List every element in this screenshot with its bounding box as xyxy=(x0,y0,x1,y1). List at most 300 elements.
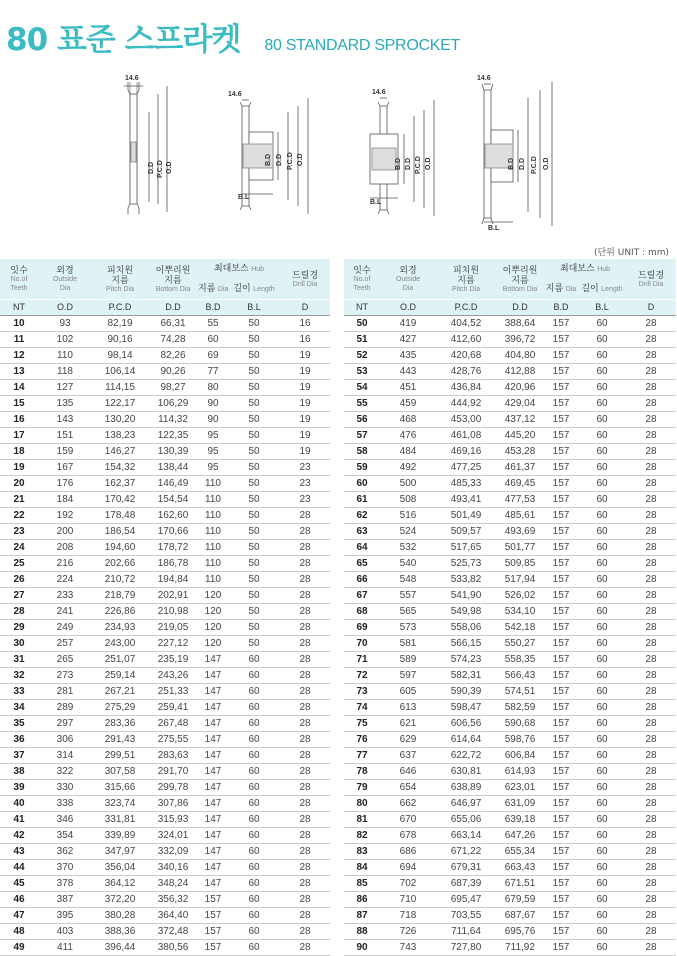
table-cell: 60 xyxy=(578,860,626,876)
table-cell: 28 xyxy=(280,940,330,956)
table-cell: 106,29 xyxy=(148,396,198,412)
table-cell: 24 xyxy=(0,540,38,556)
table-cell: 476 xyxy=(380,428,436,444)
table-cell: 606,84 xyxy=(496,748,544,764)
table-cell: 28 xyxy=(280,604,330,620)
table-cell: 49 xyxy=(0,940,38,956)
table-cell: 186,78 xyxy=(148,556,198,572)
table-row xyxy=(0,860,330,876)
diagram1-pcd-label: P.C.D xyxy=(157,160,164,178)
table-cell: 157 xyxy=(544,604,578,620)
table-cell: 663,14 xyxy=(436,828,496,844)
table-cell: 147 xyxy=(198,764,228,780)
table-cell: 655,34 xyxy=(496,844,544,860)
table-cell: 110 xyxy=(198,556,228,572)
table-cell: 574,51 xyxy=(496,684,544,700)
table-cell: 83 xyxy=(344,844,380,860)
table-cell: 219,05 xyxy=(148,620,198,636)
table-cell: 380,56 xyxy=(148,940,198,956)
table-cell: 60 xyxy=(578,652,626,668)
table-cell: 493,69 xyxy=(496,524,544,540)
table-cell: 157 xyxy=(544,828,578,844)
table-cell: 14 xyxy=(0,380,38,396)
table-cell: 95 xyxy=(198,460,228,476)
table-cell: 590,39 xyxy=(436,684,496,700)
table-cell: 38 xyxy=(0,764,38,780)
table-cell: 147 xyxy=(198,780,228,796)
table-cell: 453,28 xyxy=(496,444,544,460)
table-cell: 114,15 xyxy=(92,380,148,396)
table-cell: 178,72 xyxy=(148,540,198,556)
table-cell: 28 xyxy=(280,780,330,796)
table-cell: 157 xyxy=(544,316,578,332)
table-row xyxy=(0,876,330,892)
table-cell: 122,17 xyxy=(92,396,148,412)
table-row xyxy=(0,668,330,684)
header-hub: 최대보스 Hub xyxy=(544,259,626,279)
table-cell: 98,14 xyxy=(92,348,148,364)
table-cell: 315,66 xyxy=(92,780,148,796)
table-cell: 110 xyxy=(38,348,92,364)
table-cell: 157 xyxy=(544,908,578,924)
table-cell: 28 xyxy=(280,652,330,668)
table-cell: 157 xyxy=(544,636,578,652)
table-cell: 28 xyxy=(626,908,676,924)
table-cell: 51 xyxy=(344,332,380,348)
table-cell: 60 xyxy=(578,316,626,332)
table-cell: 157 xyxy=(544,700,578,716)
table-row xyxy=(0,684,330,700)
table-cell: 60 xyxy=(228,780,280,796)
table-cell: 157 xyxy=(198,908,228,924)
table-cell: 372,20 xyxy=(92,892,148,908)
table-cell: 60 xyxy=(228,924,280,940)
table-cell: 110 xyxy=(198,492,228,508)
table-cell: 71 xyxy=(344,652,380,668)
table-cell: 50 xyxy=(228,316,280,332)
table-row xyxy=(0,348,330,364)
table-cell: 60 xyxy=(228,876,280,892)
diagram2-width-label: 14.6 xyxy=(228,91,242,98)
sprocket-diagrams xyxy=(0,72,677,242)
table-cell: 227,12 xyxy=(148,636,198,652)
table-cell: 33 xyxy=(0,684,38,700)
table-row xyxy=(0,508,330,524)
table-row xyxy=(0,636,330,652)
table-cell: 566,15 xyxy=(436,636,496,652)
table-cell: 186,54 xyxy=(92,524,148,540)
table-cell: 90 xyxy=(198,396,228,412)
table-cell: 90 xyxy=(344,940,380,956)
table-cell: 19 xyxy=(280,364,330,380)
diagram4-bl-label: B.L xyxy=(488,225,500,232)
table-cell: 157 xyxy=(544,460,578,476)
table-cell: 461,08 xyxy=(436,428,496,444)
table-cell: 60 xyxy=(228,668,280,684)
table-cell: 623,01 xyxy=(496,780,544,796)
table-cell: 50 xyxy=(228,348,280,364)
table-cell: 60 xyxy=(578,796,626,812)
table-cell: 147 xyxy=(198,668,228,684)
table-cell: 60 xyxy=(228,684,280,700)
table-cell: 170,42 xyxy=(92,492,148,508)
table-cell: 477,53 xyxy=(496,492,544,508)
table-row xyxy=(0,620,330,636)
table-cell: 157 xyxy=(544,348,578,364)
table-cell: 110 xyxy=(198,572,228,588)
table-cell: 28 xyxy=(280,508,330,524)
table-cell: 28 xyxy=(280,572,330,588)
table-row xyxy=(344,764,676,780)
table-cell: 28 xyxy=(626,684,676,700)
header-code-od: O.D xyxy=(38,300,92,316)
table-cell: 50 xyxy=(228,492,280,508)
table-cell: 542,18 xyxy=(496,620,544,636)
table-cell: 147 xyxy=(198,716,228,732)
table-cell: 162,60 xyxy=(148,508,198,524)
table-cell: 60 xyxy=(578,876,626,892)
table-cell: 45 xyxy=(0,876,38,892)
table-cell: 16 xyxy=(280,332,330,348)
header-hub-length: 길이 Length xyxy=(228,279,280,300)
table-cell: 85 xyxy=(344,876,380,892)
table-cell: 509,85 xyxy=(496,556,544,572)
table-cell: 110 xyxy=(198,540,228,556)
table-cell: 380,28 xyxy=(92,908,148,924)
table-cell: 251,33 xyxy=(148,684,198,700)
table-cell: 726 xyxy=(380,924,436,940)
table-row xyxy=(344,636,676,652)
table-cell: 314 xyxy=(38,748,92,764)
header-code-nt: NT xyxy=(0,300,38,316)
table-cell: 639,18 xyxy=(496,812,544,828)
table-cell: 216 xyxy=(38,556,92,572)
table-cell: 202,66 xyxy=(92,556,148,572)
table-cell: 122,35 xyxy=(148,428,198,444)
table-cell: 419 xyxy=(380,316,436,332)
header-code-bl: B.L xyxy=(228,300,280,316)
table-row xyxy=(0,796,330,812)
table-cell: 20 xyxy=(0,476,38,492)
table-cell: 459 xyxy=(380,396,436,412)
table-row xyxy=(344,668,676,684)
table-cell: 157 xyxy=(544,796,578,812)
table-row xyxy=(0,764,330,780)
table-cell: 10 xyxy=(0,316,38,332)
table-cell: 157 xyxy=(544,332,578,348)
table-cell: 404,80 xyxy=(496,348,544,364)
table-cell: 396,44 xyxy=(92,940,148,956)
table-cell: 157 xyxy=(198,892,228,908)
table-row xyxy=(0,924,330,940)
header-code-od: O.D xyxy=(380,300,436,316)
table-cell: 60 xyxy=(228,796,280,812)
table-row xyxy=(0,748,330,764)
table-cell: 28 xyxy=(626,732,676,748)
table-cell: 233 xyxy=(38,588,92,604)
diagram4-width-label: 14.6 xyxy=(477,75,491,82)
table-cell: 157 xyxy=(544,572,578,588)
table-cell: 74,28 xyxy=(148,332,198,348)
header-outside-dia: 외경 Outside Dia xyxy=(38,259,92,300)
table-cell: 118 xyxy=(38,364,92,380)
table-cell: 157 xyxy=(544,620,578,636)
table-cell: 598,76 xyxy=(496,732,544,748)
table-cell: 590,68 xyxy=(496,716,544,732)
table-cell: 469,16 xyxy=(436,444,496,460)
diagram3-width-label: 14.6 xyxy=(372,89,386,96)
table-cell: 95 xyxy=(198,428,228,444)
table-cell: 157 xyxy=(544,364,578,380)
diagram-plate-sprocket xyxy=(124,75,173,214)
table-cell: 331,81 xyxy=(92,812,148,828)
table-cell: 28 xyxy=(280,732,330,748)
table-cell: 28 xyxy=(280,700,330,716)
table-cell: 157 xyxy=(544,540,578,556)
table-cell: 695,47 xyxy=(436,892,496,908)
table-row xyxy=(344,460,676,476)
table-cell: 15 xyxy=(0,396,38,412)
table-cell: 28 xyxy=(280,844,330,860)
table-row xyxy=(344,700,676,716)
diagram-large-hub-sprocket xyxy=(477,75,552,232)
table-cell: 80 xyxy=(198,380,228,396)
table-row xyxy=(0,572,330,588)
header-teeth: 잇수 No.of Teeth xyxy=(344,259,380,300)
table-cell: 339,89 xyxy=(92,828,148,844)
table-cell: 60 xyxy=(578,492,626,508)
table-cell: 56 xyxy=(344,412,380,428)
table-cell: 646 xyxy=(380,764,436,780)
table-cell: 727,80 xyxy=(436,940,496,956)
diagram3-od-label: O.D xyxy=(425,157,432,170)
page-title xyxy=(6,14,460,58)
table-cell: 79 xyxy=(344,780,380,796)
table-cell: 42 xyxy=(0,828,38,844)
table-cell: 81 xyxy=(344,812,380,828)
table-cell: 60 xyxy=(228,828,280,844)
table-cell: 130,20 xyxy=(92,412,148,428)
table-cell: 157 xyxy=(544,588,578,604)
table-cell: 28 xyxy=(280,908,330,924)
table-cell: 60 xyxy=(578,460,626,476)
table-cell: 157 xyxy=(544,844,578,860)
table-cell: 60 xyxy=(228,652,280,668)
table-cell: 138,44 xyxy=(148,460,198,476)
table-cell: 98,27 xyxy=(148,380,198,396)
table-cell: 275,29 xyxy=(92,700,148,716)
table-cell: 28 xyxy=(626,748,676,764)
table-row xyxy=(0,556,330,572)
table-cell: 60 xyxy=(228,940,280,956)
table-cell: 469,45 xyxy=(496,476,544,492)
table-cell: 324,01 xyxy=(148,828,198,844)
table-cell: 28 xyxy=(626,380,676,396)
table-cell: 19 xyxy=(280,380,330,396)
table-row xyxy=(344,748,676,764)
table-cell: 157 xyxy=(544,652,578,668)
table-cell: 338 xyxy=(38,796,92,812)
table-cell: 127 xyxy=(38,380,92,396)
table-cell: 120 xyxy=(198,588,228,604)
table-row xyxy=(344,380,676,396)
table-cell: 46 xyxy=(0,892,38,908)
table-cell: 157 xyxy=(544,380,578,396)
table-cell: 297 xyxy=(38,716,92,732)
header-hub-length: 길이 Length xyxy=(578,279,626,300)
table-cell: 412,60 xyxy=(436,332,496,348)
table-cell: 192 xyxy=(38,508,92,524)
table-cell: 445,20 xyxy=(496,428,544,444)
table-cell: 354 xyxy=(38,828,92,844)
table-cell: 28 xyxy=(626,764,676,780)
table-cell: 60 xyxy=(578,668,626,684)
table-cell: 484 xyxy=(380,444,436,460)
table-cell: 50 xyxy=(228,396,280,412)
table-cell: 157 xyxy=(544,940,578,956)
table-cell: 82 xyxy=(344,828,380,844)
spec-table-right xyxy=(344,259,676,956)
table-cell: 477,25 xyxy=(436,460,496,476)
table-cell: 28 xyxy=(626,588,676,604)
table-cell: 82,19 xyxy=(92,316,148,332)
table-cell: 28 xyxy=(626,828,676,844)
table-cell: 28 xyxy=(280,556,330,572)
table-cell: 157 xyxy=(544,748,578,764)
table-cell: 84 xyxy=(344,860,380,876)
table-cell: 157 xyxy=(544,780,578,796)
diagram-double-hub-sprocket xyxy=(370,89,434,216)
table-cell: 147 xyxy=(198,860,228,876)
table-cell: 226,86 xyxy=(92,604,148,620)
table-row xyxy=(0,716,330,732)
table-cell: 102 xyxy=(38,332,92,348)
table-cell: 55 xyxy=(344,396,380,412)
table-cell: 558,06 xyxy=(436,620,496,636)
table-cell: 147 xyxy=(198,700,228,716)
table-cell: 60 xyxy=(578,332,626,348)
table-row xyxy=(344,492,676,508)
table-cell: 143 xyxy=(38,412,92,428)
table-row xyxy=(344,780,676,796)
table-cell: 147 xyxy=(198,652,228,668)
table-cell: 606,56 xyxy=(436,716,496,732)
table-cell: 257 xyxy=(38,636,92,652)
table-cell: 147 xyxy=(198,796,228,812)
table-cell: 631,09 xyxy=(496,796,544,812)
table-row xyxy=(344,732,676,748)
table-cell: 28 xyxy=(626,780,676,796)
diagram2-pcd-label: P.C.D xyxy=(287,152,294,170)
table-cell: 162,37 xyxy=(92,476,148,492)
table-cell: 243,00 xyxy=(92,636,148,652)
table-cell: 147 xyxy=(198,812,228,828)
table-cell: 31 xyxy=(0,652,38,668)
table-cell: 60 xyxy=(578,780,626,796)
table-cell: 267,48 xyxy=(148,716,198,732)
table-row xyxy=(344,508,676,524)
header-code-bd: B.D xyxy=(544,300,578,316)
table-cell: 695,76 xyxy=(496,924,544,940)
table-cell: 60 xyxy=(578,764,626,780)
header-code-dd: D.D xyxy=(496,300,544,316)
table-cell: 69 xyxy=(344,620,380,636)
table-row xyxy=(344,444,676,460)
table-cell: 60 xyxy=(578,748,626,764)
header-teeth: 잇수 No.of Teeth xyxy=(0,259,38,300)
table-cell: 517,65 xyxy=(436,540,496,556)
table-cell: 637 xyxy=(380,748,436,764)
table-cell: 58 xyxy=(344,444,380,460)
table-cell: 19 xyxy=(280,444,330,460)
diagram1-od-label: O.D xyxy=(166,161,173,174)
table-cell: 50 xyxy=(228,508,280,524)
table-cell: 28 xyxy=(626,892,676,908)
table-cell: 147 xyxy=(198,684,228,700)
table-cell: 19 xyxy=(280,412,330,428)
table-cell: 76 xyxy=(344,732,380,748)
table-cell: 66,31 xyxy=(148,316,198,332)
table-cell: 26 xyxy=(0,572,38,588)
table-cell: 60 xyxy=(578,476,626,492)
table-cell: 210,98 xyxy=(148,604,198,620)
table-cell: 28 xyxy=(626,316,676,332)
table-cell: 28 xyxy=(280,876,330,892)
table-cell: 19 xyxy=(280,396,330,412)
table-row xyxy=(344,716,676,732)
table-cell: 28 xyxy=(626,604,676,620)
table-cell: 138,23 xyxy=(92,428,148,444)
table-cell: 283,36 xyxy=(92,716,148,732)
table-cell: 28 xyxy=(280,684,330,700)
table-cell: 28 xyxy=(280,828,330,844)
table-cell: 95 xyxy=(198,444,228,460)
header-drill-dia: 드릴경 Drill Dia xyxy=(280,259,330,300)
table-cell: 436,84 xyxy=(436,380,496,396)
table-cell: 679,59 xyxy=(496,892,544,908)
table-cell: 146,27 xyxy=(92,444,148,460)
table-cell: 291,43 xyxy=(92,732,148,748)
table-cell: 508 xyxy=(380,492,436,508)
diagram4-pcd-label: P.C.D xyxy=(531,156,538,174)
table-cell: 28 xyxy=(626,876,676,892)
diagram1-width-label: 14.6 xyxy=(125,75,139,82)
table-cell: 265 xyxy=(38,652,92,668)
table-cell: 516 xyxy=(380,508,436,524)
table-cell: 28 xyxy=(280,716,330,732)
table-cell: 60 xyxy=(228,892,280,908)
diagram3-bd-label: B.D xyxy=(395,157,402,170)
table-cell: 157 xyxy=(544,492,578,508)
header-code-pcd: P.C.D xyxy=(436,300,496,316)
table-cell: 28 xyxy=(280,668,330,684)
table-cell: 694 xyxy=(380,860,436,876)
table-cell: 28 xyxy=(626,540,676,556)
table-cell: 48 xyxy=(0,924,38,940)
table-cell: 646,97 xyxy=(436,796,496,812)
table-row xyxy=(0,892,330,908)
table-cell: 50 xyxy=(228,460,280,476)
table-cell: 28 xyxy=(280,924,330,940)
table-row xyxy=(0,364,330,380)
table-row xyxy=(344,604,676,620)
table-cell: 19 xyxy=(0,460,38,476)
table-cell: 19 xyxy=(280,428,330,444)
table-cell: 60 xyxy=(578,412,626,428)
table-cell: 194,84 xyxy=(148,572,198,588)
table-cell: 283,63 xyxy=(148,748,198,764)
table-cell: 28 xyxy=(626,364,676,380)
